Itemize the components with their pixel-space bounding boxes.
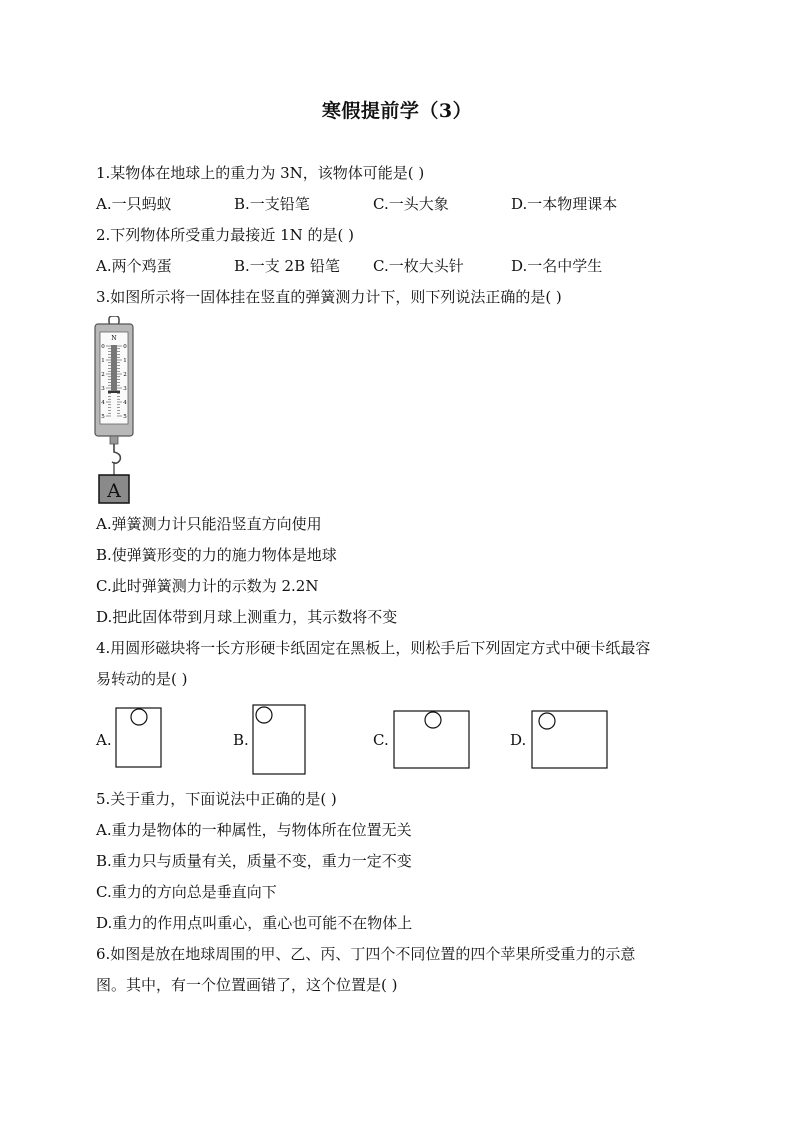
question-4-option-a-figure [114, 706, 164, 770]
card-rectangle [116, 708, 161, 767]
question-1-option-b: B.一支铅笔 [234, 195, 310, 213]
scale-number: 2 [101, 372, 105, 378]
spring-scale-hook [112, 444, 120, 463]
question-3-option-a: A.弹簧测力计只能沿竖直方向使用 [96, 515, 322, 533]
question-5-option-c: C.重力的方向总是垂直向下 [96, 883, 277, 901]
question-6-stem-line-2: 图。其中，有一个位置画错了，这个位置是( ) [96, 976, 398, 994]
scale-number: 2 [123, 372, 127, 378]
page-title: 寒假提前学（3） [321, 100, 473, 122]
scale-number: 3 [101, 386, 105, 392]
question-2-option-b: B.一支 2B 铅笔 [234, 257, 340, 275]
question-5-option-d: D.重力的作用点叫重心，重心也可能不在物体上 [96, 914, 413, 932]
scale-number: 4 [101, 400, 105, 406]
scale-number: 0 [101, 344, 105, 350]
question-1-option-a: A.一只蚂蚁 [96, 195, 172, 213]
question-5-option-b: B.重力只与质量有关，质量不变，重力一定不变 [96, 852, 412, 870]
question-4-option-b-label: B. [233, 731, 249, 749]
scale-number: 1 [101, 358, 105, 364]
question-2-option-a: A.两个鸡蛋 [96, 257, 172, 275]
card-rectangle [253, 705, 305, 774]
scale-number: 5 [123, 414, 127, 420]
question-4-option-d-label: D. [510, 731, 527, 749]
scale-unit-label: N [111, 335, 117, 342]
scale-number: 0 [123, 344, 127, 350]
hanging-block-label: A [107, 480, 121, 502]
scale-number: 1 [123, 358, 127, 364]
question-3-stem: 3.如图所示将一固体挂在竖直的弹簧测力计下，则下列说法正确的是( ) [96, 288, 562, 306]
scale-number: 4 [123, 400, 127, 406]
question-1-option-c: C.一头大象 [373, 195, 449, 213]
question-4-stem-line-2: 易转动的是( ) [96, 670, 188, 688]
question-1-stem: 1.某物体在地球上的重力为 3N，该物体可能是( ) [96, 164, 425, 182]
question-5-stem: 5.关于重力，下面说法中正确的是( ) [96, 790, 337, 808]
scale-number: 3 [123, 386, 127, 392]
question-2-stem: 2.下列物体所受重力最接近 1N 的是( ) [96, 226, 354, 244]
spring-pointer [108, 391, 120, 393]
question-1-option-d: D.一本物理课本 [511, 195, 618, 213]
question-3-option-d: D.把此固体带到月球上测重力，其示数将不变 [96, 608, 398, 626]
scale-number: 5 [101, 414, 105, 420]
question-4-option-d-figure [530, 709, 610, 771]
question-4-option-b-figure [251, 703, 309, 777]
spring-scale-figure [92, 316, 138, 506]
question-2-option-d: D.一名中学生 [511, 257, 603, 275]
magnet-circle [131, 709, 147, 725]
question-4-stem-line-1: 4.用圆形磁块将一长方形硬卡纸固定在黑板上，则松手后下列固定方式中硬卡纸最容 [96, 639, 651, 657]
magnet-circle [425, 712, 441, 728]
spring-indicator-column [111, 345, 117, 391]
question-5-option-a: A.重力是物体的一种属性，与物体所在位置无关 [96, 821, 412, 839]
card-rectangle [394, 711, 469, 768]
spring-scale-bottom-clip [110, 436, 118, 444]
magnet-circle [256, 707, 272, 723]
question-4-option-c-figure [392, 709, 472, 771]
magnet-circle [539, 713, 555, 729]
card-rectangle [532, 711, 607, 768]
question-6-stem-line-1: 6.如图是放在地球周围的甲、乙、丙、丁四个不同位置的四个苹果所受重力的示意 [96, 945, 636, 963]
question-2-option-c: C.一枚大头针 [373, 257, 464, 275]
question-4-option-a-label: A. [96, 731, 112, 749]
question-3-option-c: C.此时弹簧测力计的示数为 2.2N [96, 577, 319, 595]
question-4-option-c-label: C. [373, 731, 389, 749]
question-3-option-b: B.使弹簧形变的力的施力物体是地球 [96, 546, 337, 564]
